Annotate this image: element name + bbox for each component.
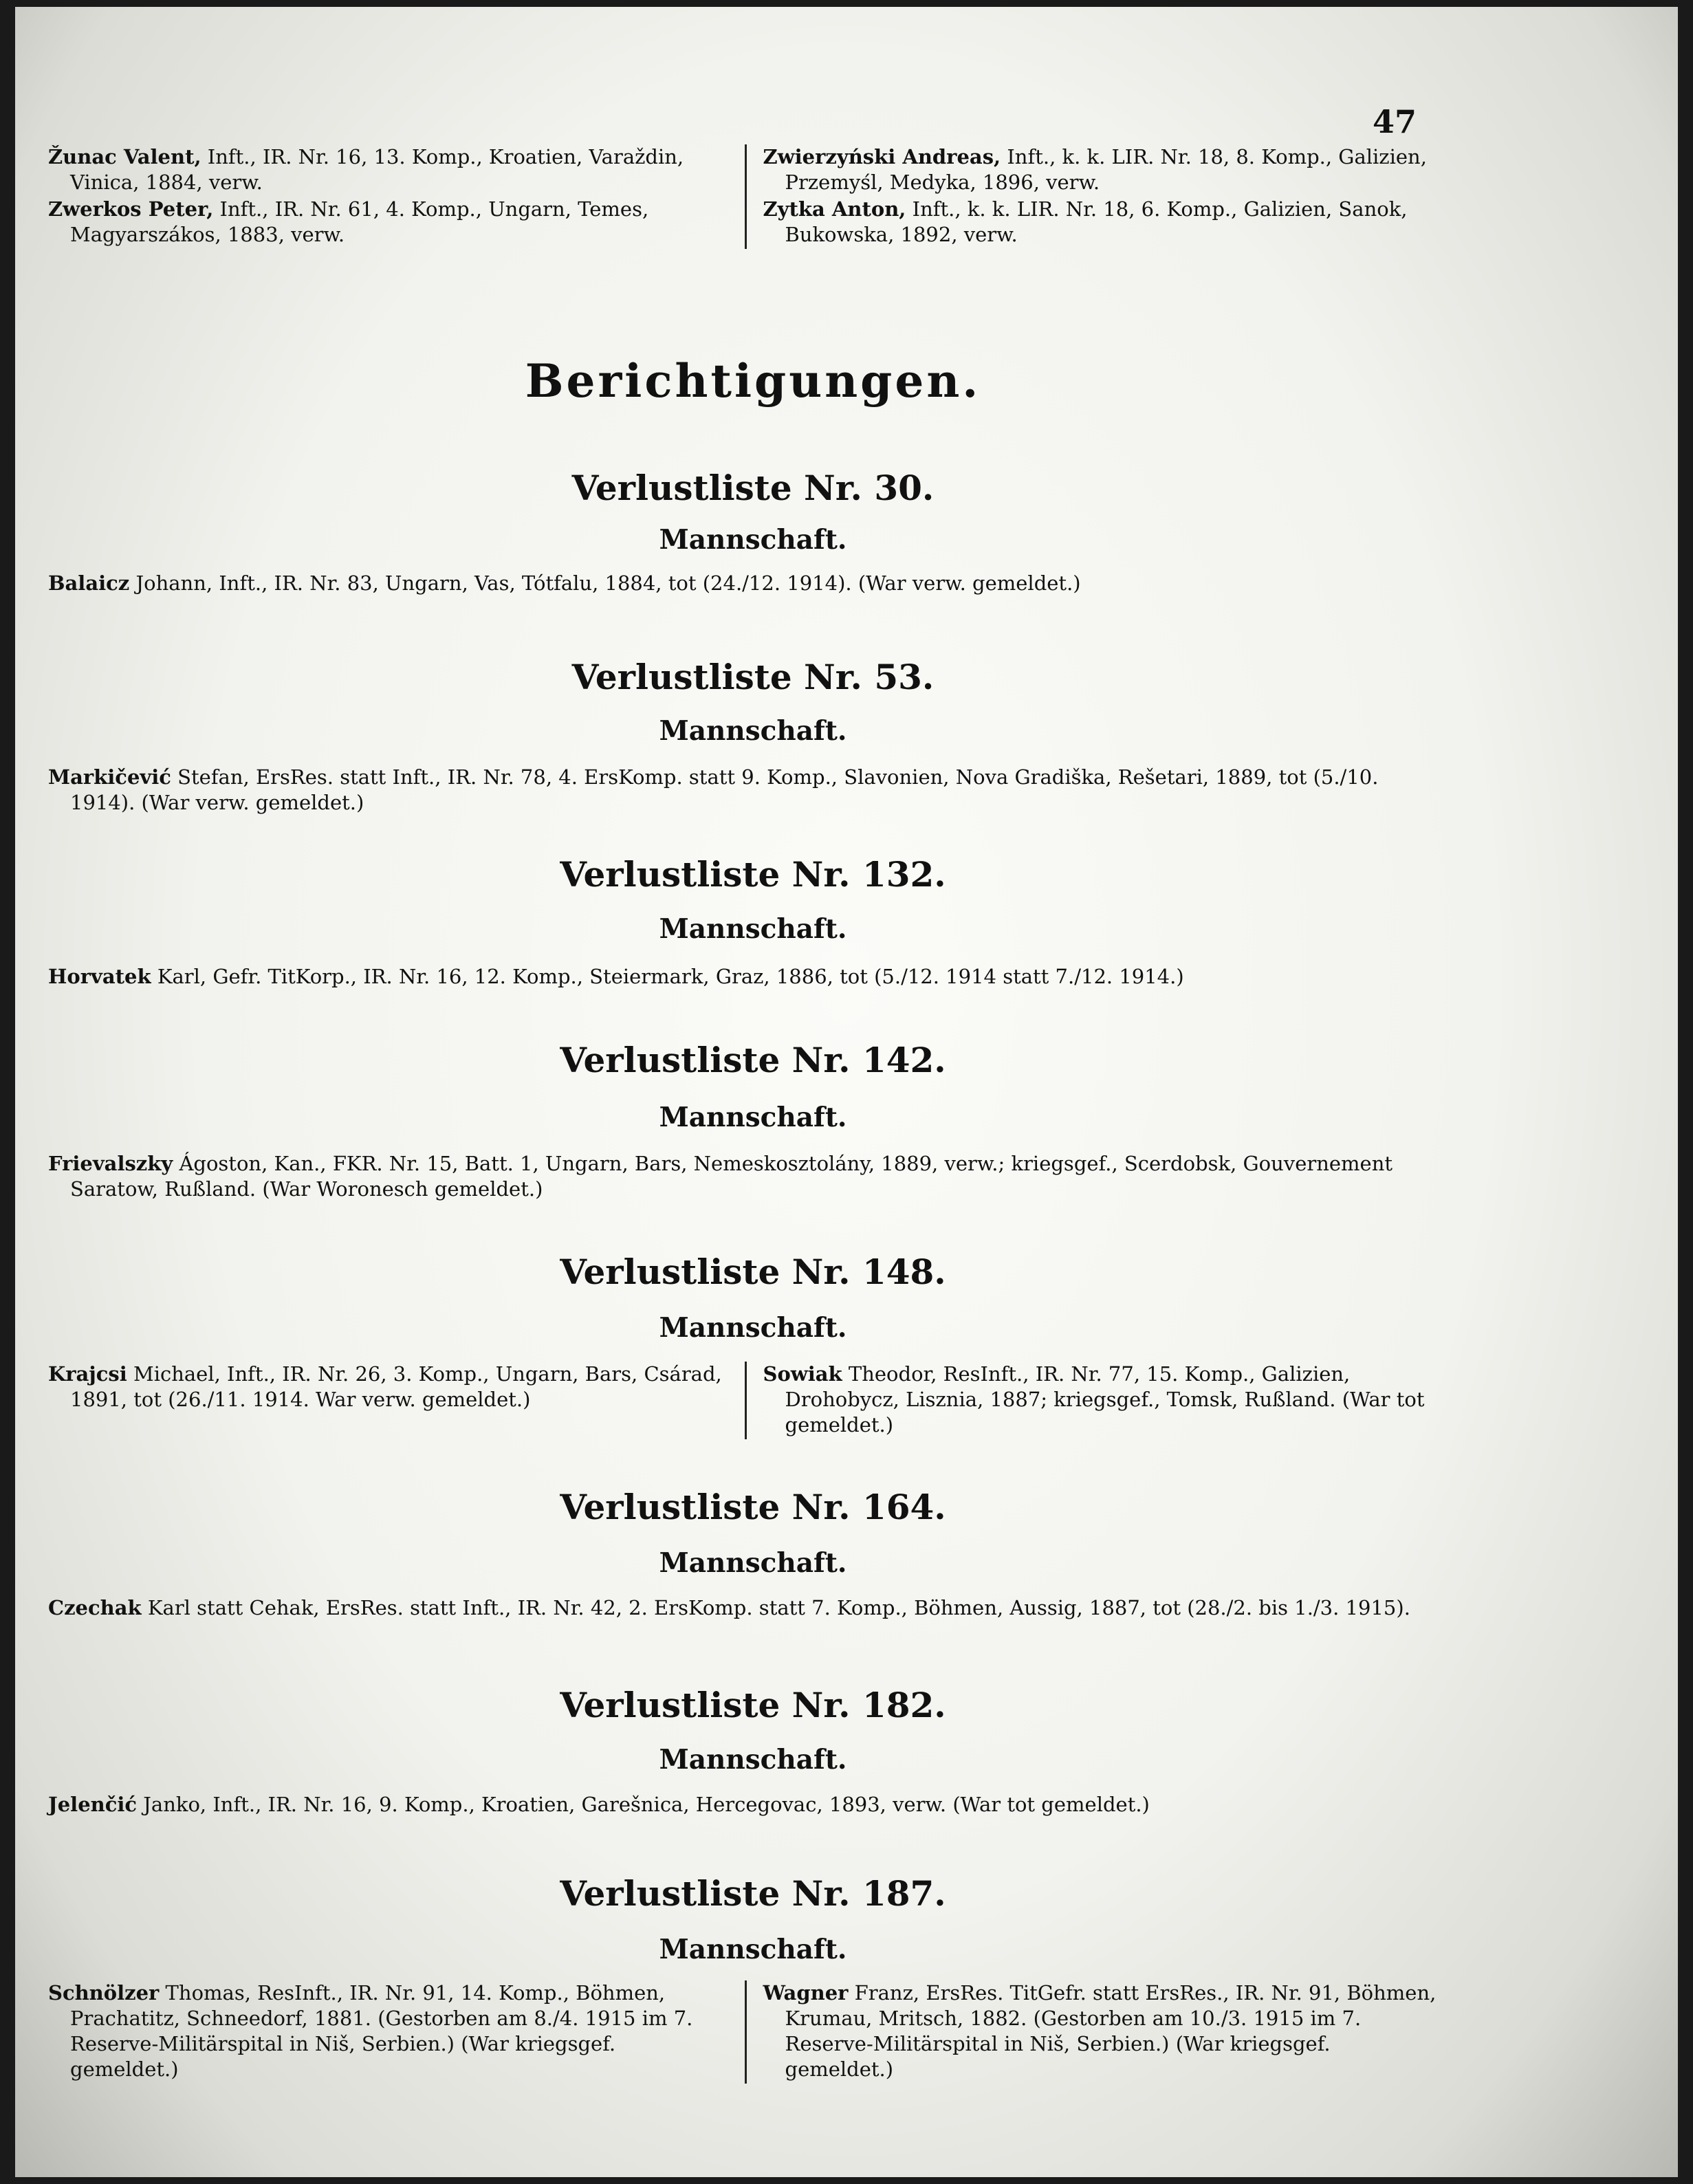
two-column-entries (48, 1362, 1444, 1439)
list-entry: Zwierzyński Andreas, Inft., k. k. LIR. Nr. 18, 8. Komp., Galizien, Przemyśl, Medyka, 1896, verw. (763, 145, 1427, 194)
left-column (48, 1362, 745, 1439)
section-subheading: Mannschaft. (659, 913, 847, 945)
document-page (15, 7, 1678, 2177)
list-entry: Schnölzer Thomas, ResInft., IR. Nr. 91, 14. Komp., Böhmen, Prachatitz, Schneedorf, 1881. (Gestorben am 8./4. 1915 im 7. Reserve-Militärspital in Niš, Serbien.) (War kriegsgef. gemeldet.) (48, 1981, 693, 2081)
list-entry: Frievalszky Ágoston, Kan., FKR. Nr. 15, Batt. 1, Ungarn, Bars, Nemeskosztolány, 1889, verw.; kriegsgef., Scerdobsk, Gouvernement Saratow, Rußland. (War Woronesch gemeldet.) (48, 1152, 1393, 1201)
left-column (48, 1980, 745, 2084)
list-entry: Markičević Stefan, ErsRes. statt Inft., IR. Nr. 78, 4. ErsKomp. statt 9. Komp., Slavonien, Nova Gradiška, Rešetari, 1889, tot (5./10. 1914). (War verw. gemeldet.) (48, 765, 1379, 814)
list-entry: Wagner Franz, ErsRes. TitGefr. statt ErsRes., IR. Nr. 91, Böhmen, Krumau, Mritsch, 1882. (Gestorben am 10./3. 1915 im 7. Reserve-Militärspital in Niš, Serbien.) (War kriegsgef. gemeldet.) (763, 1981, 1437, 2081)
section-subheading: Mannschaft. (659, 1934, 847, 1965)
section-subheading: Mannschaft. (659, 1547, 847, 1579)
section-heading: Verlustliste Nr. 132. (560, 854, 946, 895)
top-left-column (48, 144, 745, 249)
section-subheading: Mannschaft. (659, 524, 847, 556)
right-column (745, 1362, 1445, 1439)
section-heading: Verlustliste Nr. 148. (560, 1252, 946, 1292)
section-heading: Verlustliste Nr. 53. (571, 657, 935, 697)
section-heading: Verlustliste Nr. 187. (560, 1873, 946, 1914)
section-heading: Verlustliste Nr. 30. (571, 468, 935, 508)
list-entry: Zwerkos Peter, Inft., IR. Nr. 61, 4. Komp., Ungarn, Temes, Magyarszákos, 1883, verw. (48, 197, 649, 246)
page-title: Berichtigungen. (525, 354, 981, 408)
section-subheading: Mannschaft. (659, 1312, 847, 1344)
section-subheading: Mannschaft. (659, 715, 847, 747)
page-number: 47 (1372, 103, 1417, 140)
list-entry: Balaicz Johann, Inft., IR. Nr. 83, Ungarn, Vas, Tótfalu, 1884, tot (24./12. 1914). (War verw. gemeldet.) (48, 571, 1081, 595)
section-heading: Verlustliste Nr. 182. (560, 1685, 946, 1725)
list-entry: Czechak Karl statt Cehak, ErsRes. statt Inft., IR. Nr. 42, 2. ErsKomp. statt 7. Komp., Böhmen, Aussig, 1887, tot (28./2. bis 1./3. 1915). (48, 1596, 1410, 1619)
section-heading: Verlustliste Nr. 164. (560, 1487, 946, 1527)
list-entry: Žunac Valent, Inft., IR. Nr. 16, 13. Komp., Kroatien, Varaždin, Vinica, 1884, verw. (48, 145, 684, 194)
right-column (745, 1980, 1445, 2084)
two-column-entries (48, 1980, 1444, 2084)
list-entry: Jelenčić Janko, Inft., IR. Nr. 16, 9. Komp., Kroatien, Garešnica, Hercegovac, 1893, verw. (War tot gemeldet.) (48, 1793, 1150, 1816)
top-entries (48, 144, 1444, 249)
top-right-column (745, 144, 1445, 249)
list-entry: Sowiak Theodor, ResInft., IR. Nr. 77, 15. Komp., Galizien, Drohobycz, Lisznia, 1887; kriegsgef., Tomsk, Rußland. (War tot gemeldet.) (763, 1362, 1425, 1437)
list-entry: Horvatek Karl, Gefr. TitKorp., IR. Nr. 16, 12. Komp., Steiermark, Graz, 1886, tot (5./12. 1914 statt 7./12. 1914.) (48, 965, 1184, 988)
section-subheading: Mannschaft. (659, 1102, 847, 1133)
list-entry: Krajcsi Michael, Inft., IR. Nr. 26, 3. Komp., Ungarn, Bars, Csárad, 1891, tot (26./11. 1914. War verw. gemeldet.) (48, 1362, 722, 1411)
section-subheading: Mannschaft. (659, 1744, 847, 1776)
section-heading: Verlustliste Nr. 142. (560, 1040, 946, 1080)
list-entry: Zytka Anton, Inft., k. k. LIR. Nr. 18, 6. Komp., Galizien, Sanok, Bukowska, 1892, verw. (763, 197, 1408, 246)
